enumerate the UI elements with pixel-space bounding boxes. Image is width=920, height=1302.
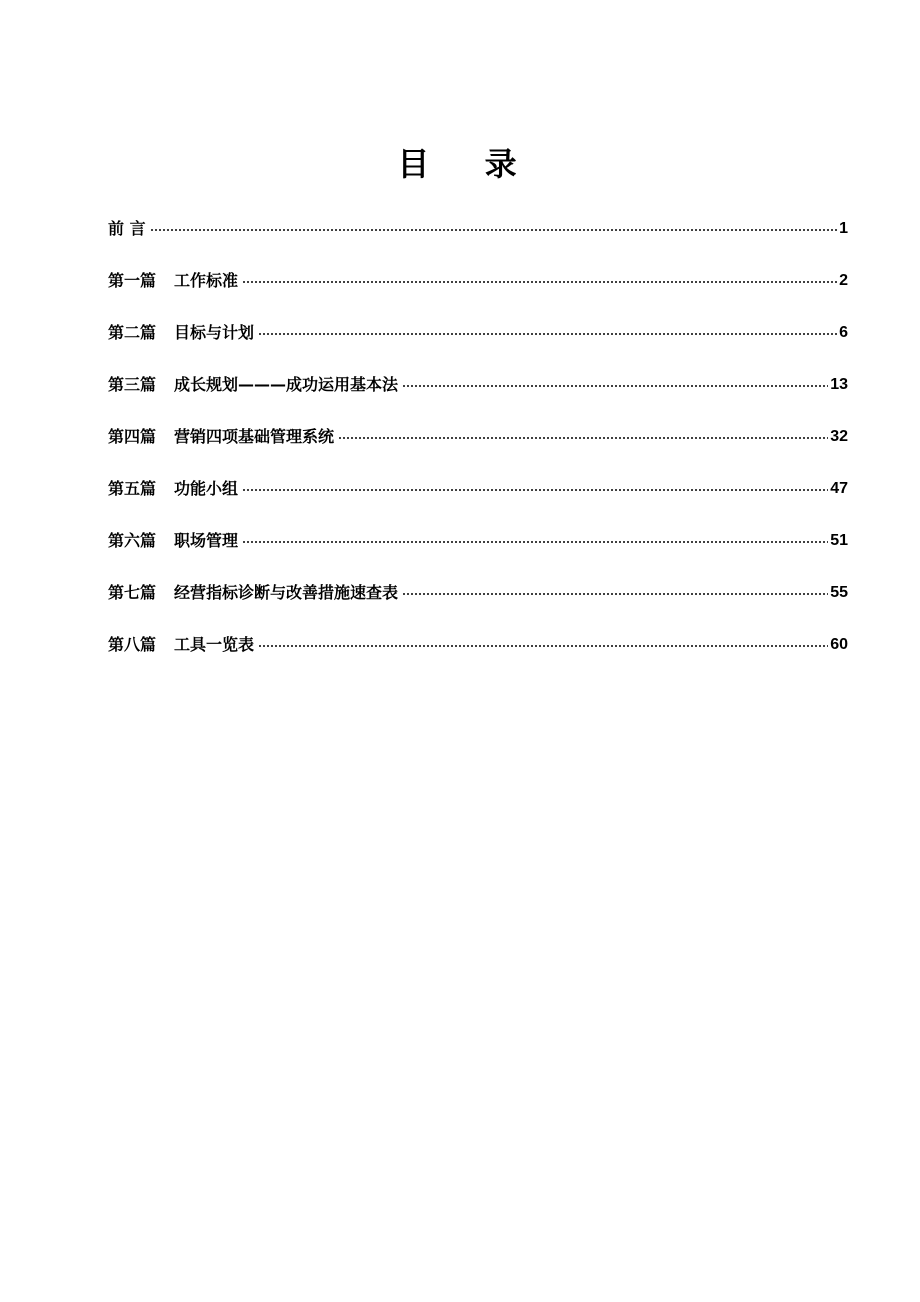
toc-entry-label [108, 267, 238, 295]
toc-title: 目 录 [397, 145, 539, 183]
toc-entry-part: 第四篇 [108, 427, 157, 446]
toc-entry-part-7[interactable] [108, 555, 848, 607]
toc-leader-dots [258, 645, 828, 647]
toc-entry-page: 47 [830, 480, 848, 497]
toc-entry-part: 第一篇 [108, 271, 157, 290]
toc-leader-dots [402, 385, 828, 387]
toc-entry-label [108, 319, 254, 347]
toc-entry-title: 功能小组 [174, 479, 239, 498]
toc-entry-title: 职场管理 [174, 531, 239, 550]
toc-entry-title: 成长规划———成功运用基本法 [174, 375, 399, 394]
toc-entry-part-2[interactable] [108, 295, 848, 347]
toc-entry-title: 经营指标诊断与改善措施速查表 [174, 583, 399, 602]
toc-leader-dots [338, 437, 828, 439]
toc-entry-part: 第八篇 [108, 635, 157, 654]
toc-leader-dots [150, 229, 838, 231]
toc-entry-part: 第五篇 [108, 479, 157, 498]
toc-entry-part-5[interactable] [108, 451, 848, 503]
toc-entry-page: 13 [830, 376, 848, 393]
toc-entry-page: 51 [830, 532, 848, 549]
toc-entry-title: 工具一览表 [174, 635, 255, 654]
toc-entry-part-3[interactable] [108, 347, 848, 399]
toc-entry-title: 工作标准 [174, 271, 239, 290]
toc-entry-title: 目标与计划 [174, 323, 255, 342]
toc-leader-dots [242, 541, 828, 543]
toc-leader-dots [402, 593, 828, 595]
toc-entry-label [108, 215, 146, 243]
toc-entry-part: 第七篇 [108, 583, 157, 602]
toc-entry-title: 营销四项基础管理系统 [174, 427, 335, 446]
toc-entry-page: 55 [830, 584, 848, 601]
toc-leader-dots [242, 281, 837, 283]
toc-entry-page: 60 [830, 636, 848, 653]
toc-entry-page: 32 [830, 428, 848, 445]
toc-leader-dots [258, 333, 837, 335]
table-of-contents [108, 213, 848, 659]
toc-entry-page: 6 [839, 324, 848, 341]
toc-entry-part: 第六篇 [108, 531, 157, 550]
toc-leader-dots [242, 489, 828, 491]
toc-entry-label [108, 423, 334, 451]
toc-entry-part-6[interactable] [108, 503, 848, 555]
toc-entry-label [108, 371, 398, 399]
toc-entry-label [108, 475, 238, 503]
toc-entry-preface[interactable] [108, 213, 848, 243]
toc-entry-part: 第三篇 [108, 375, 157, 394]
toc-entry-part: 前 言 [108, 219, 146, 238]
toc-entry-label [108, 527, 238, 555]
toc-entry-part-8[interactable] [108, 607, 848, 659]
toc-entry-part: 第二篇 [108, 323, 157, 342]
toc-entry-page: 1 [839, 220, 848, 237]
toc-entry-page: 2 [839, 272, 848, 289]
toc-entry-label [108, 579, 398, 607]
toc-entry-part-4[interactable] [108, 399, 848, 451]
toc-entry-label [108, 631, 254, 659]
toc-entry-part-1[interactable] [108, 243, 848, 295]
